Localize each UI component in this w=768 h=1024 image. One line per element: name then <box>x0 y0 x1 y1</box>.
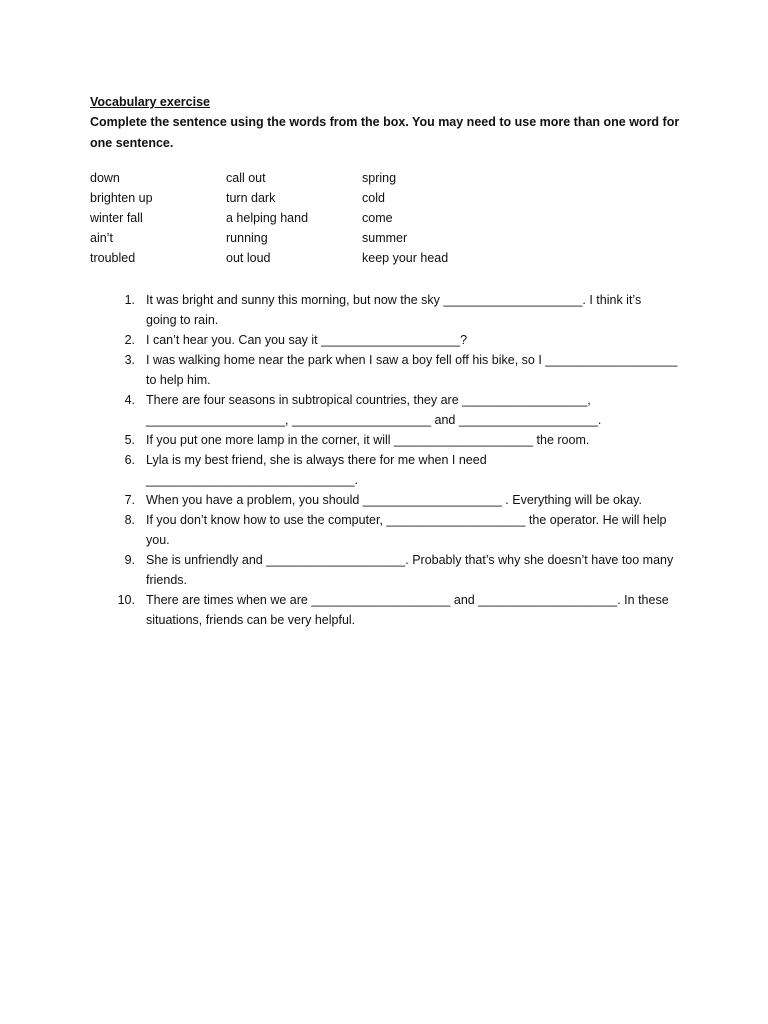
word-box-item: spring <box>362 171 397 185</box>
word-box-item: troubled <box>90 251 136 265</box>
item-sentence: There are four seasons in subtropical countries, they are __________________, ____________________, ____________________ and ____________________. <box>146 393 602 427</box>
item-sentence: There are times when we are ____________________ and ____________________. In these situations, friends can be very helpful. <box>146 593 669 627</box>
item-number: 6. <box>124 453 135 467</box>
exercise-item <box>90 490 690 510</box>
exercise-item <box>90 350 690 390</box>
word-box-item: running <box>226 231 268 245</box>
item-sentence: If you don’t know how to use the computer, ____________________ the operator. He will help you. <box>146 513 667 547</box>
word-box-item: brighten up <box>90 191 153 205</box>
word-box-item: turn dark <box>226 191 276 205</box>
exercise-list <box>90 290 690 630</box>
word-box-item: ain’t <box>90 231 113 245</box>
exercise-item <box>90 450 690 490</box>
exercise-title: Vocabulary exercise <box>90 95 210 109</box>
item-number: 1. <box>124 293 135 307</box>
item-number: 4. <box>124 393 135 407</box>
item-number: 9. <box>124 553 135 567</box>
item-sentence: When you have a problem, you should ____________________ . Everything will be okay. <box>146 493 642 507</box>
item-number: 2. <box>124 333 135 347</box>
word-box-item: keep your head <box>362 251 449 265</box>
word-box-item: call out <box>226 171 266 185</box>
exercise-item <box>90 390 690 430</box>
word-box-item: cold <box>362 191 385 205</box>
item-number: 10. <box>117 593 135 607</box>
item-sentence: She is unfriendly and ____________________. Probably that’s why she doesn’t have too many friends. <box>146 553 674 587</box>
word-box-item: summer <box>362 231 408 245</box>
word-box-item: a helping hand <box>226 211 309 225</box>
word-box <box>90 168 690 268</box>
exercise-item <box>90 290 690 330</box>
word-box-item: down <box>90 171 120 185</box>
exercise-item <box>90 550 690 590</box>
exercise-item <box>90 430 690 450</box>
exercise-item <box>90 510 690 550</box>
word-box-item: winter fall <box>90 211 143 225</box>
item-number: 3. <box>124 353 135 367</box>
word-box-item: come <box>362 211 393 225</box>
item-sentence: I can’t hear you. Can you say it ____________________? <box>146 333 468 347</box>
item-sentence: It was bright and sunny this morning, but now the sky ____________________. I think it’s going to rain. <box>146 293 642 327</box>
item-sentence: I was walking home near the park when I saw a boy fell off his bike, so I ___________________ to help him. <box>146 353 678 387</box>
exercise-item <box>90 590 690 630</box>
exercise-item <box>90 330 690 350</box>
word-box-item: out loud <box>226 251 271 265</box>
item-sentence: Lyla is my best friend, she is always there for me when I need ______________________________. <box>146 453 487 487</box>
document-content <box>90 92 690 630</box>
item-sentence: If you put one more lamp in the corner, it will ____________________ the room. <box>146 433 590 447</box>
item-number: 5. <box>124 433 135 447</box>
item-number: 7. <box>124 493 135 507</box>
exercise-instructions: Complete the sentence using the words from the box. You may need to use more than one word for one sentence. <box>90 115 680 150</box>
item-number: 8. <box>124 513 135 527</box>
